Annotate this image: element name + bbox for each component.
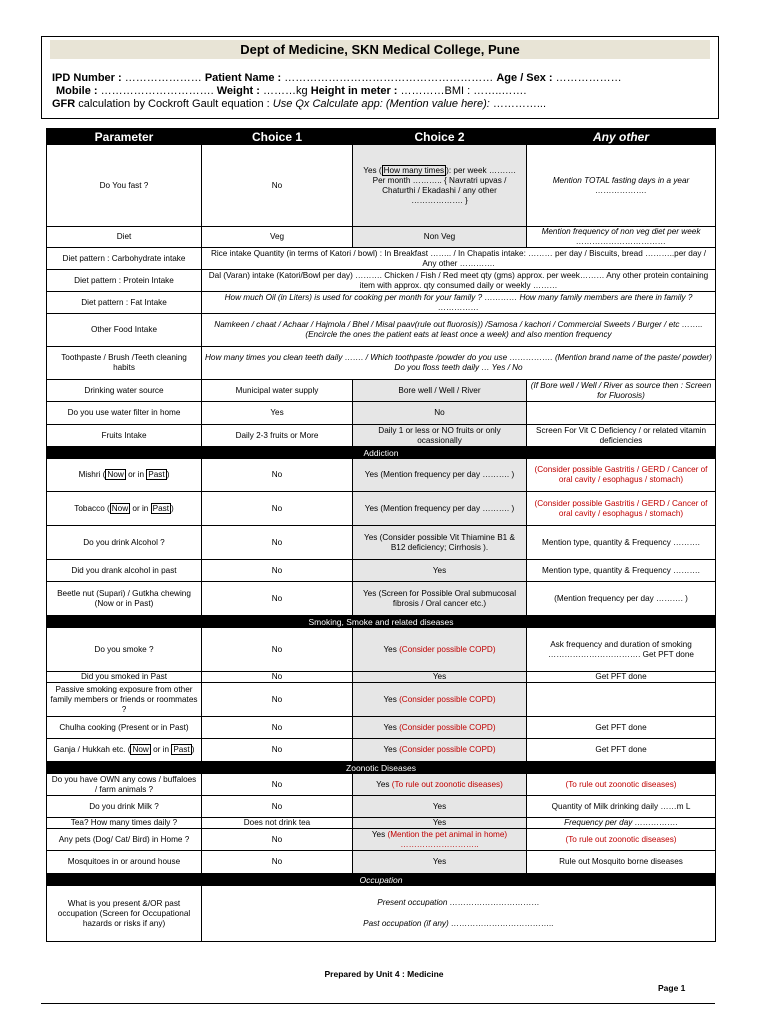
param-water: Drinking water source bbox=[47, 380, 202, 402]
gfr-note: Use Qx Calculate app: (Mention value here): bbox=[272, 98, 490, 110]
param-other-food: Other Food Intake bbox=[47, 314, 202, 347]
param-ganja bbox=[47, 739, 202, 762]
choice1-alcohol[interactable]: No bbox=[202, 526, 353, 560]
choice2-pets[interactable] bbox=[353, 829, 527, 851]
choice1-mishri[interactable]: No bbox=[202, 459, 353, 492]
choice1-fruits[interactable]: Daily 2-3 fruits or More bbox=[202, 425, 353, 447]
table-row-filter bbox=[47, 402, 716, 425]
param-smoked-past: Did you smoked in Past bbox=[47, 672, 202, 683]
section-title-addiction: Addiction bbox=[47, 447, 716, 459]
other-fast[interactable]: Mention TOTAL fasting days in a year ………………. bbox=[527, 145, 716, 227]
gfr-value[interactable]: …………... bbox=[492, 98, 547, 110]
table-row-alcohol-past bbox=[47, 560, 716, 582]
param-smoke: Do you smoke ? bbox=[47, 628, 202, 672]
other-tobacco[interactable]: (Consider possible Gastritis / GERD / Cancer of oral cavity / esophagus / stomach) bbox=[527, 492, 716, 526]
tobacco-now-box: Now bbox=[111, 503, 129, 513]
gfr-text: calculation by Cockroft Gault equation : bbox=[78, 98, 270, 110]
tobacco-label: Tobacco ( bbox=[74, 503, 110, 513]
table-row-fruits bbox=[47, 425, 716, 447]
header-parameter: Parameter bbox=[47, 129, 202, 145]
section-smoking bbox=[47, 616, 716, 628]
param-carb: Diet pattern : Carbohydrate intake bbox=[47, 248, 202, 270]
history-table bbox=[46, 128, 716, 942]
section-zoonotic bbox=[47, 762, 716, 774]
mobile-label: Mobile : bbox=[56, 85, 98, 97]
cows-zoonotic-note: (To rule out zoonotic diseases) bbox=[391, 779, 503, 789]
ganja-past-box: Past bbox=[173, 745, 190, 754]
param-beetle-nut: Beetle nut (Supari) / Gutkha chewing (Now or in Past) bbox=[47, 582, 202, 616]
table-row-beetle-nut bbox=[47, 582, 716, 616]
header-line-gfr bbox=[52, 98, 546, 110]
cows-yes: Yes bbox=[376, 779, 392, 789]
choice2-mosquito[interactable]: Yes bbox=[353, 851, 527, 874]
passive-yes: Yes bbox=[383, 694, 400, 704]
chulha-yes: Yes bbox=[383, 722, 400, 732]
chulha-copd-note: (Consider possible COPD) bbox=[399, 722, 496, 732]
how-many-times-box: How many times bbox=[383, 165, 445, 175]
param-mosquito: Mosquitoes in or around house bbox=[47, 851, 202, 874]
choice1-chulha[interactable]: No bbox=[202, 717, 353, 739]
other-passive-smoking[interactable] bbox=[527, 683, 716, 717]
param-tobacco bbox=[47, 492, 202, 526]
past-occupation[interactable]: Past occupation (if any) ……………………………….. bbox=[363, 919, 554, 928]
choice2-alcohol[interactable]: Yes (Consider possible Vit Thiamine B1 & B12 deficiency; Cirrhosis ). bbox=[353, 526, 527, 560]
table-row-milk bbox=[47, 796, 716, 818]
choice1-tobacco[interactable]: No bbox=[202, 492, 353, 526]
other-ganja[interactable]: Get PFT done bbox=[527, 739, 716, 762]
header-line-mobile bbox=[56, 85, 526, 97]
text-toothpaste[interactable]: How many times you clean teeth daily ……. / Which toothpaste /powder do you use ……………. (Mention brand name of the paste/ powder) Do you floss teeth daily … Yes / No bbox=[202, 347, 716, 380]
smoke-yes: Yes bbox=[383, 644, 400, 654]
choice2-fast[interactable] bbox=[353, 145, 527, 227]
other-beetle-nut[interactable]: (Mention frequency per day ………. ) bbox=[527, 582, 716, 616]
choice1-alcohol-past[interactable]: No bbox=[202, 560, 353, 582]
gfr-label: GFR bbox=[52, 98, 76, 110]
height-bmi-value[interactable]: …………BMI : ……..……. bbox=[400, 85, 527, 97]
param-milk: Do you drink Milk ? bbox=[47, 796, 202, 818]
choice1-smoked-past[interactable]: No bbox=[202, 672, 353, 683]
choice2-ganja[interactable] bbox=[353, 739, 527, 762]
pets-note: (Mention the pet animal in home) ……………………….. bbox=[387, 829, 508, 849]
tobacco-past-box: Past bbox=[152, 503, 170, 513]
other-mishri[interactable]: (Consider possible Gastritis / GERD / Cancer of oral cavity / esophagus / stomach) bbox=[527, 459, 716, 492]
occupation-fields[interactable] bbox=[202, 886, 716, 942]
param-tea: Tea? How many times daily ? bbox=[47, 818, 202, 829]
other-smoked-past[interactable]: Get PFT done bbox=[527, 672, 716, 683]
choice2-water[interactable]: Bore well / Well / River bbox=[353, 380, 527, 402]
other-tea[interactable]: Frequency per day ……………. bbox=[527, 818, 716, 829]
choice2-cows[interactable] bbox=[353, 774, 527, 796]
param-alcohol-past: Did you drank alcohol in past bbox=[47, 560, 202, 582]
param-occupation: What is you present &/OR past occupation (Screen for Occupational hazards or risks if any) bbox=[47, 886, 202, 942]
param-cows: Do you have OWN any cows / buffaloes / farm animals ? bbox=[47, 774, 202, 796]
param-chulha: Chulha cooking (Present or in Past) bbox=[47, 717, 202, 739]
weight-value[interactable]: ………kg bbox=[263, 85, 308, 97]
table-row-protein bbox=[47, 270, 716, 292]
age-sex-label: Age / Sex : bbox=[496, 72, 553, 84]
text-protein[interactable]: Dal (Varan) intake (Katori/Bowl per day) ………. Chicken / Fish / Red meet qty (gms) approx. per week……… Any other protein containing item with approx. qty consumed daily or weekly ……… bbox=[202, 270, 716, 292]
page-number: Page 1 bbox=[658, 983, 686, 993]
choice2-beetle-nut[interactable]: Yes (Screen for Possible Oral submucosal fibrosis / Oral cancer etc.) bbox=[353, 582, 527, 616]
table-row-pets bbox=[47, 829, 716, 851]
age-sex-value[interactable]: ……………… bbox=[555, 72, 622, 84]
table-row-smoked-past bbox=[47, 672, 716, 683]
choice2-passive-smoking[interactable] bbox=[353, 683, 527, 717]
choice2-fruits[interactable]: Daily 1 or less or NO fruits or only ocassionally bbox=[353, 425, 527, 447]
choice1-beetle-nut[interactable]: No bbox=[202, 582, 353, 616]
header-choice-2: Choice 2 bbox=[353, 129, 527, 145]
section-title-smoking: Smoking, Smoke and related diseases bbox=[47, 616, 716, 628]
param-passive-smoking: Passive smoking exposure from other family members or friends or roommates ? bbox=[47, 683, 202, 717]
choice2-smoked-past[interactable]: Yes bbox=[353, 672, 527, 683]
ganja-now-box: Now bbox=[132, 745, 149, 754]
choice1-tea[interactable]: Does not drink tea bbox=[202, 818, 353, 829]
table-row-smoke bbox=[47, 628, 716, 672]
section-occupation bbox=[47, 874, 716, 886]
fast-yes-prefix: Yes ( bbox=[363, 165, 382, 175]
ganja-label: Ganja / Hukkah etc. ( bbox=[53, 745, 131, 754]
header-any-other: Any other bbox=[527, 129, 716, 145]
choice2-alcohol-past[interactable]: Yes bbox=[353, 560, 527, 582]
other-water[interactable]: (If Bore well / Well / River as source then : Screen for Fluorosis) bbox=[527, 380, 716, 402]
choice1-passive-smoking[interactable]: No bbox=[202, 683, 353, 717]
other-diet[interactable]: Mention frequency of non veg diet per week …………………………… bbox=[527, 227, 716, 248]
param-fat: Diet pattern : Fat Intake bbox=[47, 292, 202, 314]
other-cows[interactable]: (To rule out zoonotic diseases) bbox=[527, 774, 716, 796]
choice1-milk[interactable]: No bbox=[202, 796, 353, 818]
other-pets[interactable]: (To rule out zoonotic diseases) bbox=[527, 829, 716, 851]
choice1-filter[interactable]: Yes bbox=[202, 402, 353, 425]
param-filter: Do you use water filter in home bbox=[47, 402, 202, 425]
table-row-mosquito bbox=[47, 851, 716, 874]
mishri-past-box: Past bbox=[148, 470, 165, 479]
mishri-or: or in bbox=[125, 470, 147, 479]
param-fruits: Fruits Intake bbox=[47, 425, 202, 447]
prepared-by: Prepared by Unit 4 : Medicine bbox=[324, 969, 444, 979]
mobile-value[interactable]: …………………………. bbox=[100, 85, 214, 97]
tobacco-close: ) bbox=[171, 503, 174, 513]
ipd-value[interactable]: ………………… bbox=[124, 72, 202, 84]
table-row-other-food bbox=[47, 314, 716, 347]
ganja-yes: Yes bbox=[383, 745, 400, 754]
param-alcohol: Do you drink Alcohol ? bbox=[47, 526, 202, 560]
param-diet: Diet bbox=[47, 227, 202, 248]
table-row-carb bbox=[47, 248, 716, 270]
choice1-ganja[interactable]: No bbox=[202, 739, 353, 762]
present-occupation[interactable]: Present occupation …………………………… bbox=[377, 898, 540, 907]
other-mosquito[interactable]: Rule out Mosquito borne diseases bbox=[527, 851, 716, 874]
department-title: Dept of Medicine, SKN Medical College, Pune bbox=[50, 40, 710, 59]
ganja-close: ) bbox=[191, 745, 195, 754]
choice2-diet[interactable]: Non Veg bbox=[353, 227, 527, 248]
other-alcohol[interactable]: Mention type, quantity & Frequency ………. bbox=[527, 526, 716, 560]
choice2-smoke[interactable] bbox=[353, 628, 527, 672]
text-other-food[interactable]: Namkeen / chaat / Achaar / Hajmola / Bhel / Misal paav(rule out fluorosis)) /Samosa / kachori / Commercial Sweets / Burger / etc …….. (Encircle the ones the patient eats at least once a week) and also mention frequency bbox=[202, 314, 716, 347]
height-label: Height in meter : bbox=[310, 85, 398, 97]
table-row-tea bbox=[47, 818, 716, 829]
table-row-toothpaste bbox=[47, 347, 716, 380]
weight-label: Weight : bbox=[216, 85, 260, 97]
choice2-chulha[interactable] bbox=[353, 717, 527, 739]
table-row-fat bbox=[47, 292, 716, 314]
text-carb[interactable]: Rice intake Quantity (in terms of Katori / bowl) : In Breakfast …….. / In Chapatis intake: ……… per day / Biscuits, bread ………..per day / Any other …………. bbox=[202, 248, 716, 270]
table-row-diet bbox=[47, 227, 716, 248]
param-pets: Any pets (Dog/ Cat/ Bird) in Home ? bbox=[47, 829, 202, 851]
section-title-zoonotic: Zoonotic Diseases bbox=[47, 762, 716, 774]
patient-name-value[interactable]: ………………………………………………… bbox=[284, 72, 494, 84]
choice2-tobacco[interactable]: Yes (Mention frequency per day ………. ) bbox=[353, 492, 527, 526]
ganja-copd-note: (Consider possible COPD) bbox=[399, 745, 496, 754]
table-header-row bbox=[47, 129, 716, 145]
choice2-milk[interactable]: Yes bbox=[353, 796, 527, 818]
mishri-now-box: Now bbox=[107, 470, 124, 479]
header-choice-1: Choice 1 bbox=[202, 129, 353, 145]
other-fruits[interactable]: Screen For Vit C Deficiency / or related vitamin deficiencies bbox=[527, 425, 716, 447]
smoke-copd-note: (Consider possible COPD) bbox=[399, 644, 496, 654]
mishri-close: ) bbox=[166, 470, 170, 479]
other-milk[interactable]: Quantity of Milk drinking daily ……m L bbox=[527, 796, 716, 818]
param-toothpaste: Toothpaste / Brush /Teeth cleaning habits bbox=[47, 347, 202, 380]
choice1-water[interactable]: Municipal water supply bbox=[202, 380, 353, 402]
choice1-smoke[interactable]: No bbox=[202, 628, 353, 672]
header-line-ipd bbox=[52, 72, 622, 84]
text-fat[interactable]: How much Oil (in Liters) is used for cooking per month for your family ? ………… How many family members are there in family ? …………… bbox=[202, 292, 716, 314]
table-row-water bbox=[47, 380, 716, 402]
other-chulha[interactable]: Get PFT done bbox=[527, 717, 716, 739]
footer-rule bbox=[41, 1003, 715, 1004]
patient-header-box bbox=[41, 36, 719, 119]
choice1-mosquito[interactable]: No bbox=[202, 851, 353, 874]
ipd-label: IPD Number : bbox=[52, 72, 122, 84]
patient-name-label: Patient Name : bbox=[204, 72, 282, 84]
fast-yes-detail: ): per week ………. Per month ……….. { Navratri upvas / Chaturthi / Ekadashi / any other ………………. } bbox=[372, 165, 516, 205]
table-row-ganja bbox=[47, 739, 716, 762]
table-row-cows bbox=[47, 774, 716, 796]
table-row-mishri bbox=[47, 459, 716, 492]
choice2-tea[interactable]: Yes bbox=[353, 818, 527, 829]
choice2-filter[interactable]: No bbox=[353, 402, 527, 425]
table-row-passive-smoking bbox=[47, 683, 716, 717]
section-title-occupation: Occupation bbox=[47, 874, 716, 886]
table-row-occupation bbox=[47, 886, 716, 942]
table-row-tobacco bbox=[47, 492, 716, 526]
ganja-or: or in bbox=[150, 745, 172, 754]
mishri-label: Mishri ( bbox=[78, 470, 106, 479]
other-smoke[interactable]: Ask frequency and duration of smoking ……………………………. Get PFT done bbox=[527, 628, 716, 672]
table-row-fast bbox=[47, 145, 716, 227]
tobacco-or: or in bbox=[130, 503, 151, 513]
other-filter[interactable] bbox=[527, 402, 716, 425]
choice2-mishri[interactable]: Yes (Mention frequency per day ………. ) bbox=[353, 459, 527, 492]
choice1-fast[interactable]: No bbox=[202, 145, 353, 227]
choice1-pets[interactable]: No bbox=[202, 829, 353, 851]
table-row-alcohol bbox=[47, 526, 716, 560]
table-row-chulha bbox=[47, 717, 716, 739]
other-alcohol-past[interactable]: Mention type, quantity & Frequency ………. bbox=[527, 560, 716, 582]
param-protein: Diet pattern : Protein Intake bbox=[47, 270, 202, 292]
param-fast: Do You fast ? bbox=[47, 145, 202, 227]
choice1-cows[interactable]: No bbox=[202, 774, 353, 796]
pets-yes: Yes bbox=[371, 829, 388, 839]
param-mishri bbox=[47, 459, 202, 492]
passive-copd-note: (Consider possible COPD) bbox=[399, 694, 496, 704]
section-addiction bbox=[47, 447, 716, 459]
choice1-diet[interactable]: Veg bbox=[202, 227, 353, 248]
